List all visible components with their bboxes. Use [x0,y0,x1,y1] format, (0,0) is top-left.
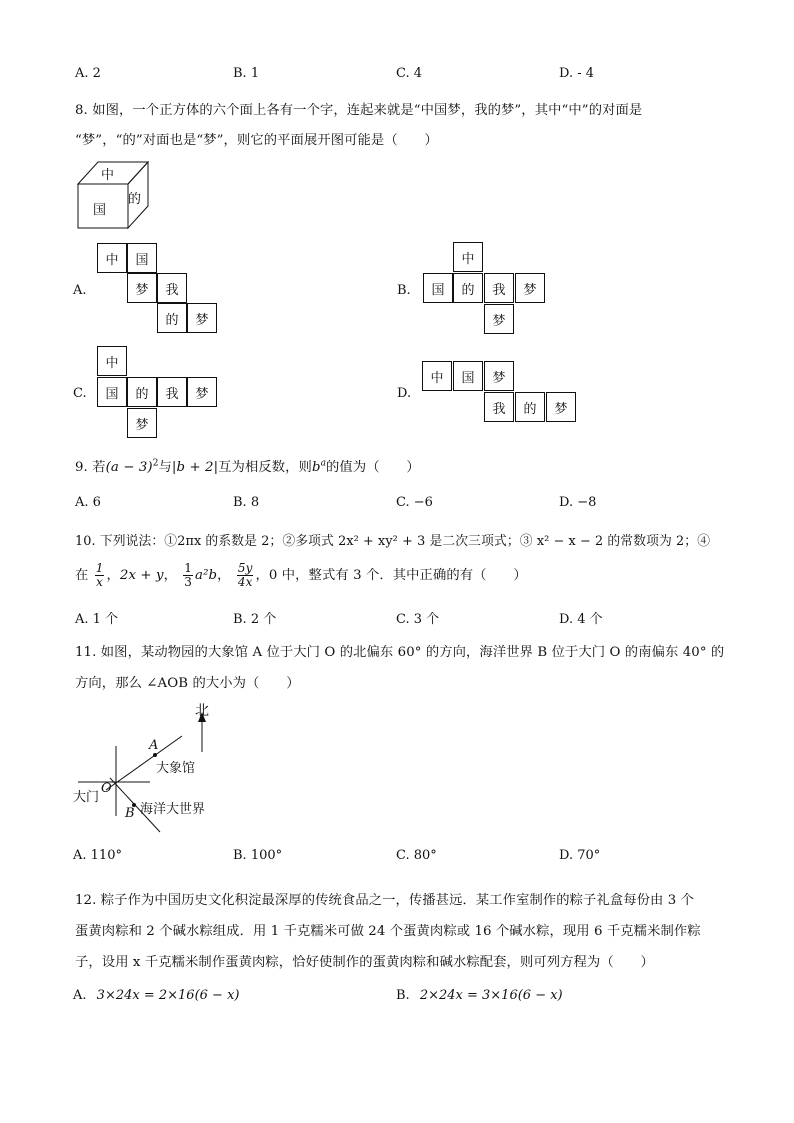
net-c-cell: 的 [127,377,157,407]
q11-option-b: B. 100° [233,848,283,863]
q10-fraction [95,562,105,589]
cube-side-face: 的 [128,192,142,207]
q8-cube-figure [76,158,156,230]
q9-text: 互为相反数，则 [218,460,312,475]
net-d-cell: 我 [484,392,514,422]
fraction-numerator: 1 [184,561,193,575]
net-c-cell: 梦 [127,408,157,438]
q10-text: ， [217,568,231,583]
q10-math: a²b [195,568,218,583]
net-c-cell: 国 [97,377,127,407]
q12-option-a-label: A. [73,988,87,1003]
q12-stem-line3: 子，设用 x 千克糯米制作蛋黄肉粽，恰好使制作的蛋黄肉粽和碱水粽配套，则可列方程为（ ） [75,955,654,970]
q10-text: ， [106,568,120,583]
cube-front-face: 国 [93,203,107,218]
point-a-label: A [149,738,159,753]
q8-stem-line2: “梦”，“的”对面也是“梦”，则它的平面展开图可能是（ ） [75,133,438,148]
q8-option-d-label: D. [397,386,412,401]
q9-exponent: 2 [152,458,159,469]
net-d-cell: 的 [515,392,545,422]
q12-option-a [73,988,239,1003]
q10-stem-line1: 10. 下列说法：①2πx 的系数是 2；②多项式 2x² + xy² + 3 是二次三项式；③ x² − x − 2 的常数项为 2；④ [75,534,711,549]
net-b-cell: 国 [423,273,453,303]
net-b-cell: 中 [453,242,483,272]
q11-stem-line2: 方向，那么 ∠AOB 的大小为（ ） [75,676,300,691]
q9-math: (a − 3) [105,460,153,475]
q8-option-a-label: A. [73,283,87,298]
q10-math: 2x + y [119,568,164,583]
q10-fraction [183,562,193,589]
q10-stem-line2 [75,562,527,589]
q10-option-a: A. 1 个 [75,612,119,627]
q10-option-c: C. 3 个 [396,612,440,627]
q9-text: 的值为（ ） [326,460,420,475]
gate-label: 大门 [73,790,100,805]
q12-stem-line1: 12. 粽子作为中国历史文化积淀最深厚的传统食品之一，传播甚远．某工作室制作的粽子礼盒每份由 3 个 [75,893,695,908]
q10-fraction [237,562,254,589]
q9-math: b [311,460,321,475]
net-c-cell: 我 [157,377,187,407]
q10-text: 在 [75,568,89,583]
fraction-denominator: 3 [184,575,193,589]
net-d-cell: 梦 [546,392,576,422]
fraction-denominator: 4x [237,575,253,589]
q11-option-a: A. 110° [73,848,122,863]
north-label: 北 [195,703,209,719]
q9-option-d: D. −8 [559,495,597,510]
q9-option-a: A. 6 [75,495,101,510]
q9-option-b: B. 8 [233,495,260,510]
q9-exponent: a [320,458,327,469]
net-d-cell: 国 [453,361,483,391]
q8-option-b-label: B. [397,283,411,298]
net-a-cell: 梦 [187,303,217,333]
fraction-denominator: x [96,575,104,589]
net-b-cell: 梦 [484,304,514,334]
net-a-cell: 中 [97,243,127,273]
q12-stem-line2: 蛋黄肉粽和 2 个碱水粽组成．用 1 千克糯米可做 24 个蛋黄肉粽或 16 个碱水粽，现用 6 千克糯米制作粽 [75,924,701,939]
q9-stem [75,456,420,475]
q11-option-d: D. 70° [559,848,601,863]
point-o-label: O [101,781,112,796]
q12-option-b [396,988,563,1003]
q8-stem-line1: 8. 如图，一个正方体的六个面上各有一个字，连起来就是“中国梦，我的梦”，其中“中”的对面是 [75,103,643,118]
net-a-cell: 梦 [127,273,157,303]
q12-option-b-equation: 2×24x = 3×16(6 − x) [419,988,563,1003]
ocean-world-label: 海洋大世界 [140,802,206,817]
elephant-house-label: 大象馆 [156,761,196,776]
fraction-numerator: 5y [237,561,253,575]
q8-option-c-label: C. [73,386,87,401]
q10-text: ，0 中，整式有 3 个．其中正确的有（ ） [255,568,527,583]
q7-option-d: D. - 4 [559,66,595,81]
net-b-cell: 我 [484,273,514,303]
cube-top-face: 中 [101,168,115,183]
point-b-label: B [125,806,135,821]
q7-option-b: B. 1 [233,66,260,81]
q7-option-a: A. 2 [75,66,101,81]
q10-option-d: D. 4 个 [559,612,603,627]
fraction-numerator: 1 [95,561,104,575]
q9-text: 与 [158,460,172,475]
net-b-cell: 的 [453,273,483,303]
q11-option-c: C. 80° [396,848,437,863]
q12-option-a-equation: 3×24x = 2×16(6 − x) [96,988,240,1003]
net-a-cell: 的 [157,303,187,333]
q11-stem-line1: 11. 如图，某动物园的大象馆 A 位于大门 O 的北偏东 60° 的方向，海洋世界 B 位于大门 O 的南偏东 40° 的 [75,645,725,660]
net-a-cell: 国 [127,243,157,273]
q12-option-b-label: B. [396,988,410,1003]
q9-math: |b + 2| [171,460,219,475]
q9-text: 9. 若 [75,460,106,475]
net-d-cell: 中 [422,361,452,391]
net-d-cell: 梦 [484,361,514,391]
net-b-cell: 梦 [515,273,545,303]
q10-text: ， [163,568,177,583]
net-a-cell: 我 [157,273,187,303]
q9-option-c: C. −6 [396,495,433,510]
net-c-cell: 梦 [187,377,217,407]
q7-option-c: C. 4 [396,66,423,81]
q10-option-b: B. 2 个 [233,612,277,627]
net-c-cell: 中 [97,346,127,376]
